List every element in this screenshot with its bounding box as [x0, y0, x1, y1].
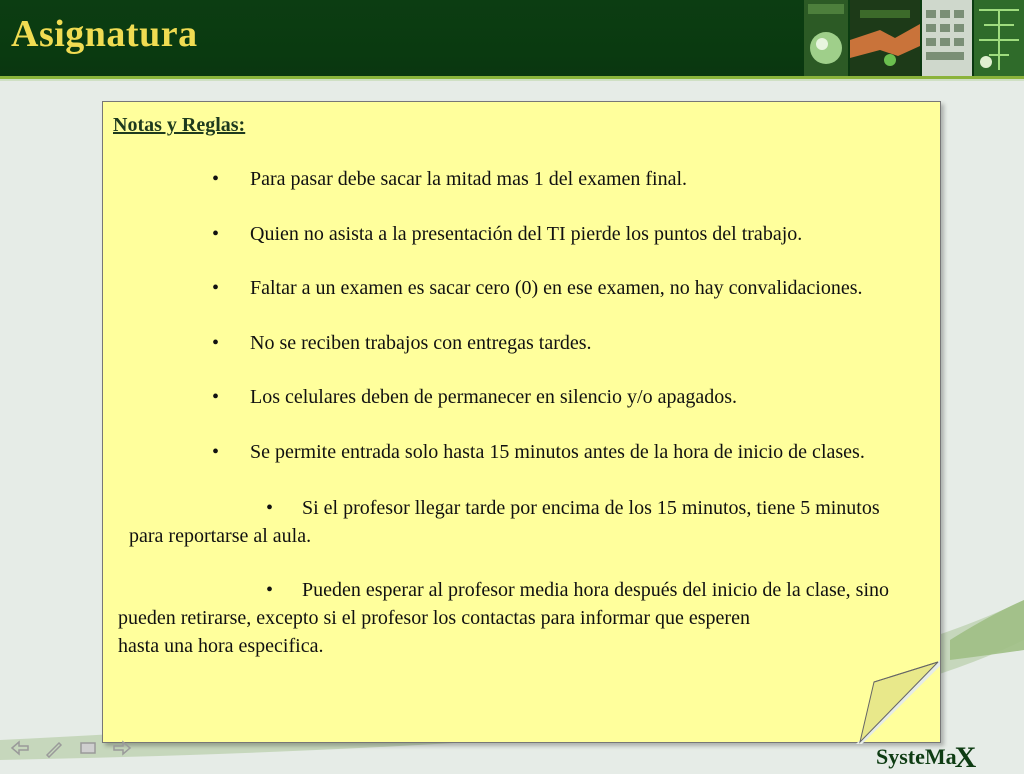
- pen-icon[interactable]: [44, 738, 64, 758]
- header-photo-keyboard: [922, 0, 972, 76]
- sub-rule-text: hasta una hora especifica.: [118, 635, 324, 657]
- sub-rule-continuation: [118, 632, 323, 660]
- bullet: •: [266, 579, 274, 601]
- sub-rule-text: para reportarse al aula.: [129, 525, 312, 547]
- rule-item: [212, 277, 863, 300]
- logo-text: SysteMa: [876, 744, 957, 769]
- bullet: •: [212, 168, 220, 190]
- sub-rule-text: Si el profesor llegar tarde por encima de los 15 minutos, tiene 5 minutos: [302, 497, 880, 519]
- header-accent-line-light: [0, 79, 1024, 81]
- bullet: •: [212, 441, 220, 463]
- sub-rule-wait-time: [266, 576, 889, 604]
- next-icon[interactable]: [112, 738, 132, 758]
- rule-text: Para pasar debe sacar la mitad mas 1 del examen final.: [250, 168, 688, 190]
- header-photo-handshake: [850, 0, 920, 76]
- rule-text: No se reciben trabajos con entregas tardes.: [250, 332, 592, 354]
- sub-rule-text: Pueden esperar al profesor media hora después del inicio de la clase, sino: [302, 579, 890, 601]
- sub-rule-continuation: [118, 604, 750, 632]
- rules-note-card: [102, 101, 941, 743]
- rule-item: [212, 332, 592, 355]
- sub-rule-late-teacher: [266, 494, 880, 522]
- header-photo-globe: [804, 0, 848, 76]
- bullet: •: [212, 277, 220, 299]
- slide-title: Asignatura: [11, 13, 198, 55]
- logo-x-mark: X: [954, 741, 977, 774]
- rule-item: [212, 386, 737, 409]
- rule-text: Faltar a un examen es sacar cero (0) en ese examen, no hay convalidaciones.: [250, 277, 863, 299]
- systemax-logo: [876, 738, 976, 772]
- sub-rule-continuation: [129, 522, 311, 550]
- sub-rule-text: pueden retirarse, excepto si el profesor los contactas para informar que esperen: [118, 607, 750, 629]
- previous-icon[interactable]: [10, 738, 30, 758]
- header-images: [804, 0, 1024, 76]
- bullet: •: [212, 386, 220, 408]
- rule-text: Se permite entrada solo hasta 15 minutos antes de la hora de inicio de clases.: [250, 441, 865, 463]
- bullet: •: [212, 332, 220, 354]
- rule-item: [212, 441, 865, 464]
- header-bar: [0, 0, 1024, 78]
- bullet: •: [212, 223, 220, 245]
- header-photo-circuit: [974, 0, 1024, 76]
- menu-icon[interactable]: [78, 738, 98, 758]
- rule-text: Quien no asista a la presentación del TI pierde los puntos del trabajo.: [250, 223, 803, 245]
- note-heading: Notas y Reglas:: [113, 114, 246, 136]
- rule-item: [212, 168, 687, 191]
- note-folded-corner: [856, 660, 940, 744]
- rule-item: [212, 223, 802, 246]
- bullet: •: [266, 497, 274, 519]
- rule-text: Los celulares deben de permanecer en silencio y/o apagados.: [250, 386, 738, 408]
